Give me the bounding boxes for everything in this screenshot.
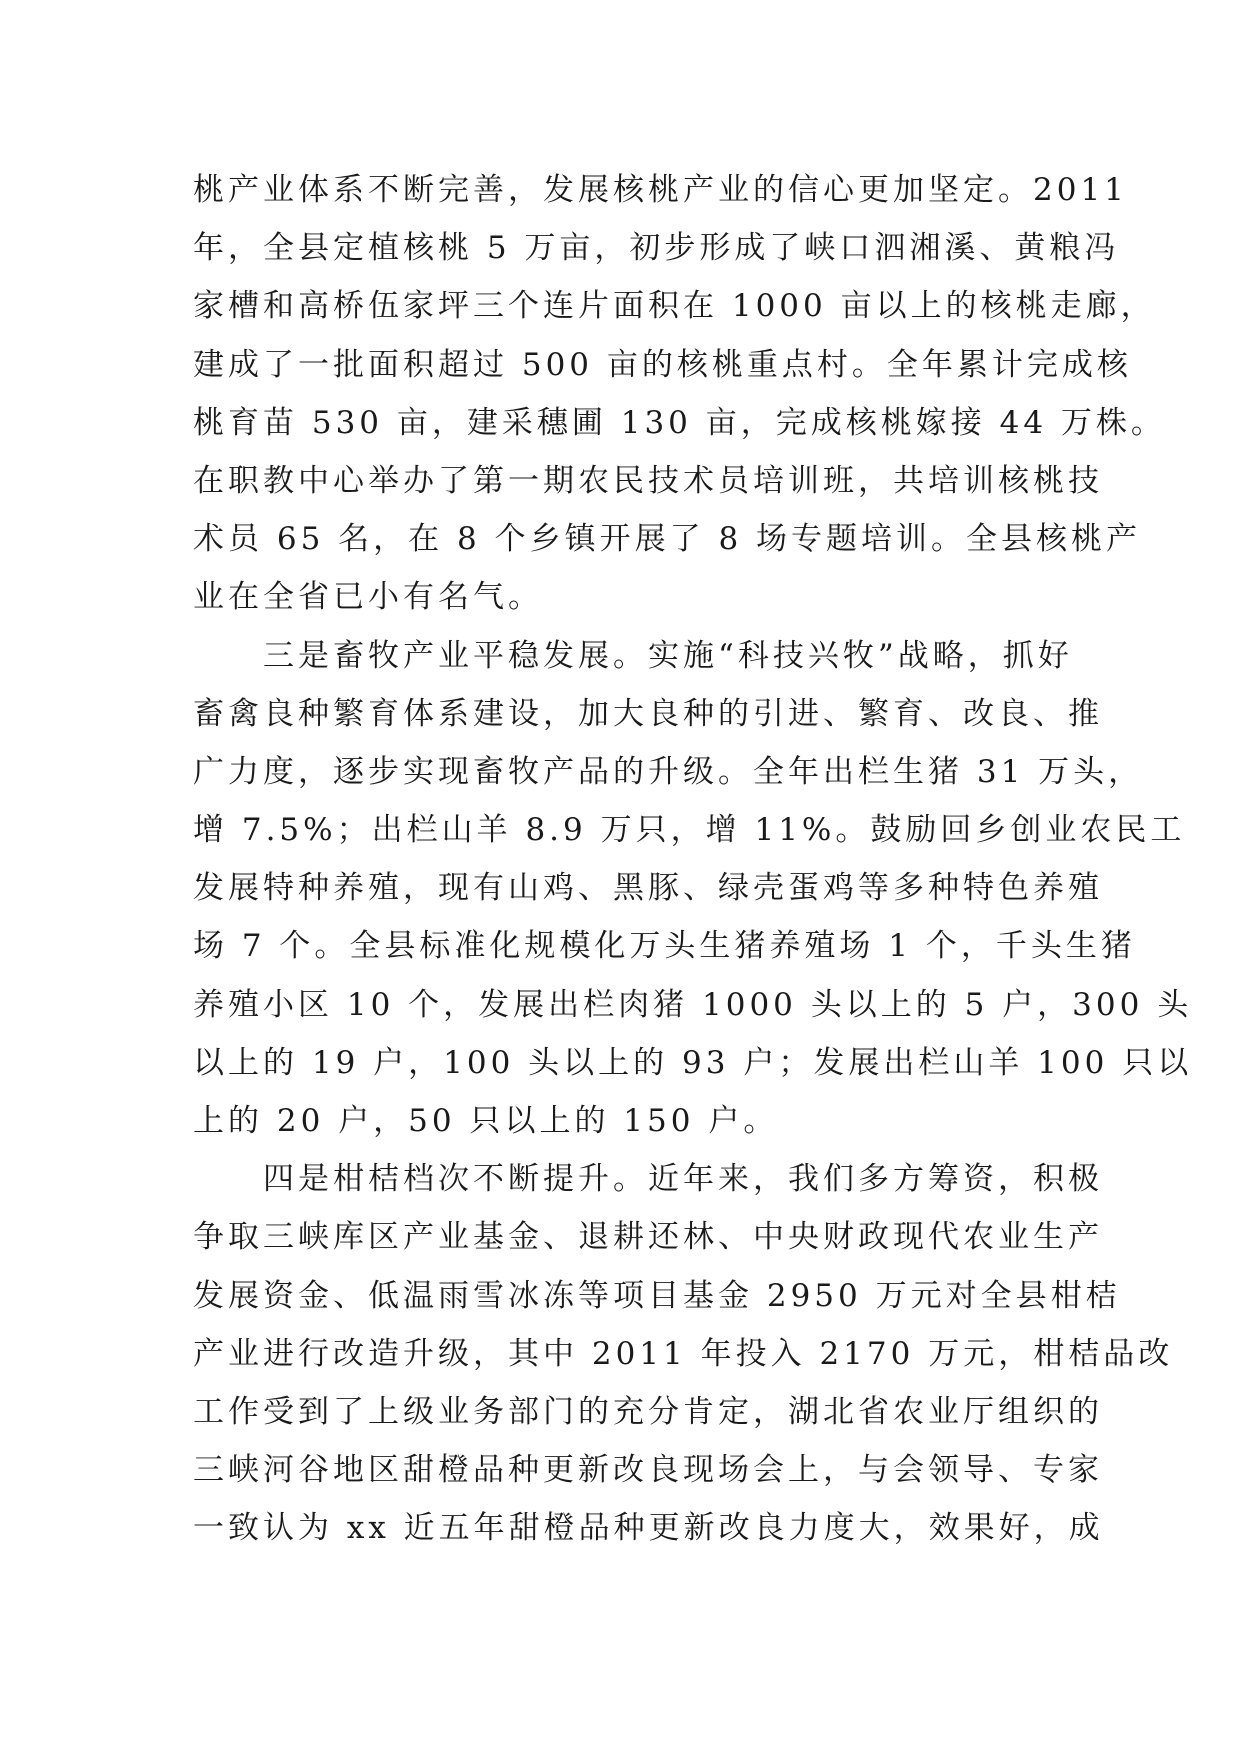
text-line: 年，全县定植核桃 5 万亩，初步形成了峡口泗湘溪、黄粮冯 (193, 230, 1120, 267)
text-line: 建成了一批面积超过 500 亩的核桃重点村。全年累计完成核 (193, 346, 1132, 383)
text-line: 工作受到了上级业务部门的充分肯定，湖北省农业厅组织的 (193, 1393, 1103, 1430)
text-line: 桃育苗 530 亩，建采穗圃 130 亩，完成核桃嫁接 44 万株。 (193, 404, 1166, 441)
paragraph-start-line: 三是畜牧产业平稳发展。实施“科技兴牧”战略，抓好 (263, 637, 1073, 674)
text-line: 发展特种养殖，现有山鸡、黑豚、绿壳蛋鸡等多种特色养殖 (193, 870, 1103, 907)
text-line: 发展资金、低温雨雪冰冻等项目基金 2950 万元对全县柑桔 (193, 1277, 1121, 1314)
text-line: 增 7.5%；出栏山羊 8.9 万只，增 11%。鼓励回乡创业农民工 (193, 812, 1186, 849)
text-line: 场 7 个。全县标准化规模化万头生猪养殖场 1 个，千头生猪 (193, 928, 1136, 965)
paragraph-start-line: 四是柑桔档次不断提升。近年来，我们多方筹资，积极 (263, 1161, 1103, 1198)
text-line: 畜禽良种繁育体系建设，加大良种的引进、繁育、改良、推 (193, 695, 1103, 732)
text-line: 上的 20 户，50 只以上的 150 户。 (193, 1103, 779, 1139)
text-line: 一致认为 xx 近五年甜橙品种更新改良力度大，效果好，成 (193, 1510, 1104, 1547)
text-line: 术员 65 名，在 8 个乡镇开展了 8 场专题培训。全县核桃产 (193, 521, 1142, 558)
text-line: 三峡河谷地区甜橙品种更新改良现场会上，与会领导、专家 (193, 1452, 1103, 1489)
text-line: 在职教中心举办了第一期农民技术员培训班，共培训核桃技 (193, 462, 1103, 499)
body-text (193, 161, 1193, 1558)
text-line: 广力度，逐步实现畜牧产品的升级。全年出栏生猪 31 万头， (193, 753, 1144, 790)
text-line: 业在全省已小有名气。 (193, 579, 543, 616)
text-line: 家槽和高桥伍家坪三个连片面积在 1000 亩以上的核桃走廊， (193, 288, 1156, 325)
text-line: 争取三峡库区产业基金、退耕还林、中央财政现代农业生产 (193, 1219, 1103, 1256)
text-line: 产业进行改造升级，其中 2011 年投入 2170 万元，柑桔品改 (193, 1335, 1174, 1372)
text-line: 以上的 19 户，100 头以上的 93 户；发展出栏山羊 100 只以 (193, 1044, 1193, 1081)
text-line: 桃产业体系不断完善，发展核桃产业的信心更加坚定。2011 (193, 172, 1128, 208)
text-line: 养殖小区 10 个，发展出栏肉猪 1000 头以上的 5 户，300 头 (193, 986, 1193, 1023)
